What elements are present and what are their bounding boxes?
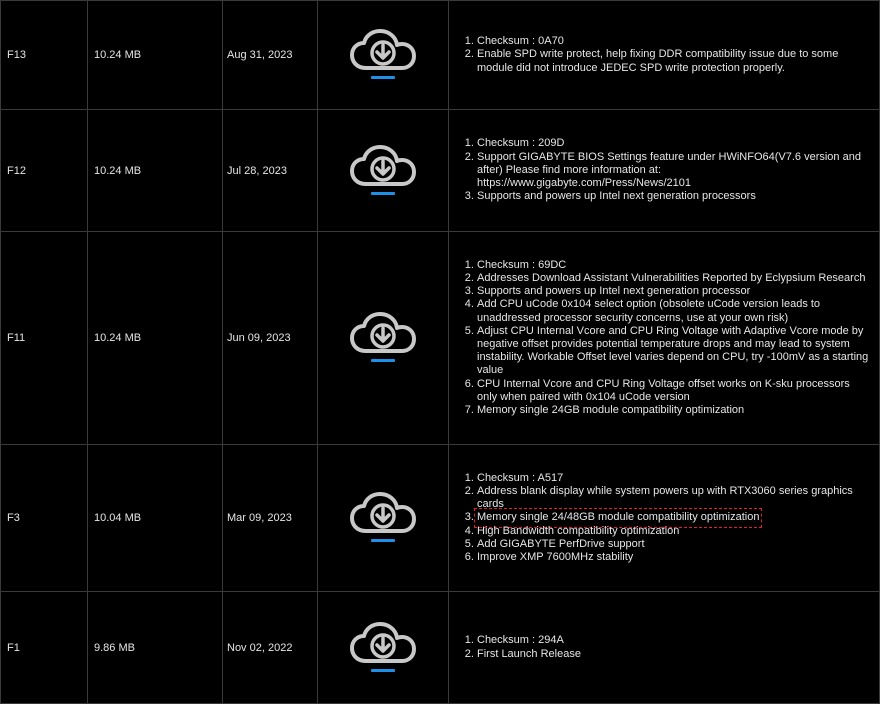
list-item: 1. Checksum : 209D [477, 137, 871, 150]
download-button[interactable] [349, 144, 417, 195]
download-cell [318, 592, 449, 704]
download-button[interactable] [349, 491, 417, 542]
download-button[interactable] [349, 28, 417, 79]
list-item: 5. Add GIGABYTE PerfDrive support [477, 538, 871, 551]
notes-cell [449, 445, 880, 592]
list-item: 5. Adjust CPU Internal Vcore and CPU Ring Voltage with Adaptive Vcore mode by negative offset provides potential temperature drops and may lead to system instability. Workable Offset level varies depend on CPU, try -100mV as a starting value [477, 325, 871, 378]
download-button[interactable] [349, 621, 417, 672]
cloud-download-icon [349, 311, 417, 355]
cloud-download-icon [349, 28, 417, 72]
download-cell [318, 232, 449, 445]
table-row [1, 110, 880, 232]
release-notes-list [463, 137, 871, 203]
list-item: 2. Enable SPD write protect, help fixing DDR compatibility issue due to some module did not introduce JEDEC SPD write protection properly. [477, 48, 871, 74]
date-cell: Jul 28, 2023 [223, 110, 318, 232]
list-item: 4. Add CPU uCode 0x104 select option (obsolete uCode version leads to unaddressed processor security concerns, use at your own risk) [477, 298, 871, 324]
size-cell: 10.04 MB [88, 445, 223, 592]
notes-cell [449, 1, 880, 110]
list-item [477, 511, 871, 524]
highlighted-note: Memory single 24/48GB module compatibility optimization [477, 511, 760, 524]
notes-cell [449, 232, 880, 445]
cloud-download-icon [349, 144, 417, 188]
cloud-download-icon [349, 621, 417, 665]
list-item: 6. Improve XMP 7600MHz stability [477, 551, 871, 564]
list-item: 7. Memory single 24GB module compatibility optimization [477, 404, 871, 417]
download-cell [318, 1, 449, 110]
list-item: 6. CPU Internal Vcore and CPU Ring Voltage offset works on K-sku processors only when paired with 0x104 uCode version [477, 378, 871, 404]
list-item: 2. Support GIGABYTE BIOS Settings feature under HWiNFO64(V7.6 version and after) Please find more information at: https://www.gigabyte.com/Press/News/2101 [477, 151, 871, 191]
table-row [1, 1, 880, 110]
size-cell: 10.24 MB [88, 1, 223, 110]
date-cell: Aug 31, 2023 [223, 1, 318, 110]
download-cell [318, 445, 449, 592]
download-indicator-bar [371, 539, 395, 542]
notes-cell [449, 592, 880, 704]
size-cell: 10.24 MB [88, 232, 223, 445]
download-cell [318, 110, 449, 232]
list-item: 4. High Bandwidth compatibility optimization [477, 525, 871, 538]
date-cell: Nov 02, 2022 [223, 592, 318, 704]
download-indicator-bar [371, 192, 395, 195]
release-notes-list [463, 35, 871, 75]
version-cell: F12 [1, 110, 88, 232]
list-item: 2. Addresses Download Assistant Vulnerabilities Reported by Eclypsium Research [477, 272, 871, 285]
table-row [1, 445, 880, 592]
cloud-download-icon [349, 491, 417, 535]
size-cell: 9.86 MB [88, 592, 223, 704]
version-cell: F3 [1, 445, 88, 592]
list-item: 3. Supports and powers up Intel next generation processors [477, 190, 871, 203]
table-row [1, 592, 880, 704]
date-cell: Jun 09, 2023 [223, 232, 318, 445]
list-item: 2. Address blank display while system powers up with RTX3060 series graphics cards [477, 485, 871, 511]
table-row [1, 232, 880, 445]
list-item: 1. Checksum : 69DC [477, 259, 871, 272]
date-cell: Mar 09, 2023 [223, 445, 318, 592]
version-cell: F11 [1, 232, 88, 445]
list-item: 1. Checksum : A517 [477, 472, 871, 485]
list-item: 1. Checksum : 0A70 [477, 35, 871, 48]
list-item: 3. Supports and powers up Intel next generation processor [477, 285, 871, 298]
version-cell: F1 [1, 592, 88, 704]
download-indicator-bar [371, 669, 395, 672]
download-indicator-bar [371, 359, 395, 362]
version-cell: F13 [1, 1, 88, 110]
size-cell: 10.24 MB [88, 110, 223, 232]
download-button[interactable] [349, 311, 417, 362]
release-notes-list [463, 259, 871, 417]
list-item: 2. First Launch Release [477, 648, 871, 661]
release-notes-list [463, 472, 871, 564]
list-item: 1. Checksum : 294A [477, 634, 871, 647]
release-notes-list [463, 634, 871, 660]
download-indicator-bar [371, 76, 395, 79]
notes-cell [449, 110, 880, 232]
